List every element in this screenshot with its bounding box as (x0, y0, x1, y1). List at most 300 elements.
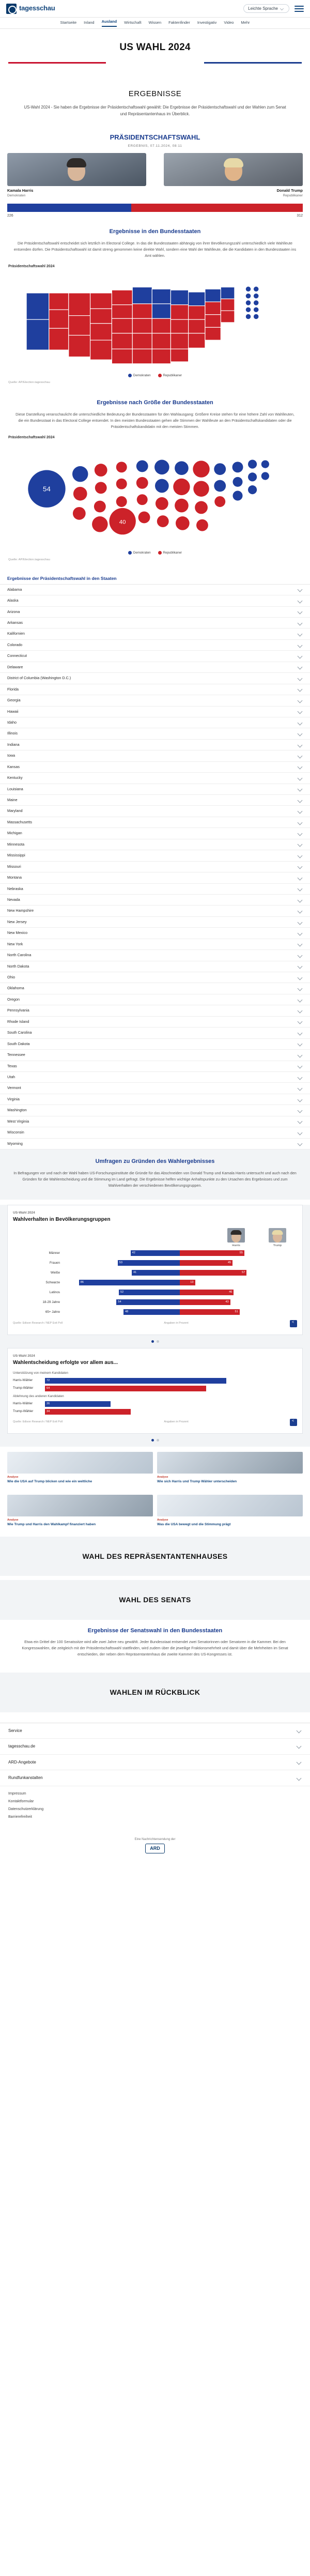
survey-motivation-value: 72 (47, 1379, 50, 1383)
nav-item-video[interactable]: Video (224, 20, 234, 25)
state-accordion-item[interactable] (0, 839, 310, 850)
state-accordion-item[interactable] (0, 740, 310, 750)
electoral-bar-track (7, 204, 303, 212)
candidate-harris (7, 153, 146, 198)
chevron-down-icon (297, 1775, 302, 1781)
survey-group-bars (63, 1298, 297, 1306)
state-accordion-label: North Dakota (7, 963, 29, 969)
teaser-card-2[interactable] (157, 1452, 303, 1484)
survey-card-vote-motivation (7, 1348, 303, 1434)
state-accordion-label: New York (7, 941, 23, 946)
survey-card2-group2-label: Ablehnung des anderen Kandidaten (13, 1394, 64, 1398)
chevron-down-icon (298, 654, 303, 659)
electoral-bar-rep (131, 204, 303, 212)
state-accordion-label: Colorado (7, 642, 23, 647)
teaser-1-tag: Analyse (7, 1475, 19, 1479)
survey-bar-half-right (180, 1250, 297, 1256)
review-section-title: WAHLEN IM RÜCKBLICK (110, 1688, 200, 1697)
survey-motivation-track (45, 1386, 297, 1391)
tagesschau-logo-icon (6, 4, 17, 14)
state-accordion-label: Pennsylvania (7, 1008, 29, 1013)
survey-bar-rep-value: 57 (242, 1271, 245, 1275)
survey-group-row (13, 1298, 297, 1306)
survey-group-label: 65+ Jahre (45, 1310, 60, 1314)
survey-motivation-label: Harris-Wähler (13, 1401, 33, 1405)
spacer-3 (0, 1668, 310, 1673)
state-accordion-item[interactable] (0, 1050, 310, 1061)
teaser-3-tag: Analyse (7, 1518, 19, 1522)
state-accordion-label: Delaware (7, 664, 23, 669)
footer-accordion-tagesschau-label: tagesschau.de (8, 1744, 36, 1749)
state-accordion-item[interactable] (0, 1116, 310, 1127)
electoral-votes-trump: 312 (297, 213, 303, 218)
map-section (0, 221, 310, 392)
survey-bar-dem-value: 86 (80, 1281, 84, 1284)
state-accordion-item[interactable] (0, 762, 310, 773)
teaser-card-4[interactable] (157, 1495, 303, 1527)
survey-group-label: 18-29 Jahre (42, 1300, 60, 1304)
state-accordion-item[interactable] (0, 862, 310, 872)
survey-bar-half-right (180, 1309, 297, 1315)
bubble-legend-rep (158, 551, 182, 556)
state-accordion-item[interactable] (0, 1039, 310, 1050)
ard-logo: ARD (145, 1844, 165, 1853)
chevron-down-icon (298, 853, 303, 858)
chevron-down-icon (298, 975, 303, 980)
chevron-down-icon (298, 1030, 303, 1035)
state-accordion-item[interactable] (0, 961, 310, 972)
chevron-down-icon (298, 1130, 303, 1135)
survey-motivation-bar (45, 1401, 111, 1407)
carousel-dot-2[interactable] (157, 1340, 159, 1343)
chevron-down-icon (298, 1086, 303, 1091)
senate-section (0, 1580, 310, 1619)
chevron-down-icon (298, 687, 303, 692)
survey-bar-half-left (63, 1309, 180, 1315)
state-accordion-item[interactable] (0, 651, 310, 662)
survey-bar-half-left (63, 1260, 180, 1266)
candidate-harris-name: Kamala Harris (7, 188, 34, 193)
chevron-down-icon (298, 820, 303, 825)
footer-link-barrierefreiheit[interactable]: Barrierefreiheit (8, 1815, 32, 1819)
state-accordion-item[interactable] (0, 939, 310, 950)
legend-dot-rep (158, 551, 162, 555)
survey-card1-kicker: US-Wahl 2024 (13, 1210, 35, 1215)
nav-item-inland[interactable]: Inland (84, 20, 95, 25)
chevron-down-icon (298, 1141, 303, 1146)
survey-motivation-label: Harris-Wähler (13, 1378, 33, 1382)
state-accordion-label: Oregon (7, 996, 20, 1002)
survey-card1-title: Wahlverhalten in Bevölkerungsgruppen (13, 1217, 111, 1223)
state-accordion-item[interactable] (0, 817, 310, 828)
nav-item-startseite[interactable]: Startseite (60, 20, 77, 25)
state-accordion-label: Virginia (7, 1096, 20, 1101)
chevron-down-icon (280, 7, 284, 10)
carousel2-dot-2[interactable] (157, 1439, 159, 1442)
survey-group-label: Schwarze (45, 1280, 60, 1284)
survey-motivation-row (13, 1401, 297, 1407)
footer-link-impressum[interactable]: Impressum (8, 1791, 26, 1796)
legend-label-dem: Demokraten (133, 373, 151, 377)
footer-accordion-ard-angebote[interactable] (0, 1755, 310, 1771)
state-accordion-label: Nebraska (7, 886, 23, 891)
us-bubble-map[interactable] (8, 444, 302, 548)
bubble-legend-label-dem: Demokraten (133, 551, 151, 555)
senate-results-text: Etwa ein Drittel der 100 Senatssitze wird alle zwei Jahre neu gewählt. Jeder Bundesstaat entsendet zwei Senatorinnen oder Senatoren in die Kammer. Bei den Kongresswahlen, die zeitgleich mit der Präsidentschaftswahl stattfinden, wird zudem über die jeweilige Fraktionsmehrheit und damit über die Mehrheiten im Senat entschieden, der neben dem Repräsentantenhaus die zweite Kammer des US-Kongresses ist. (22, 1639, 288, 1657)
state-accordion-item[interactable] (0, 1061, 310, 1072)
chevron-down-icon (298, 787, 303, 792)
state-accordion-item[interactable] (0, 585, 310, 595)
state-accordion-item[interactable] (0, 1005, 310, 1016)
state-accordion-item[interactable] (0, 795, 310, 806)
electoral-bar-dem (7, 204, 131, 212)
state-accordion-label: Indiana (7, 742, 20, 747)
survey-motivation-track (45, 1401, 297, 1407)
teaser-2-tag: Analyse (157, 1475, 168, 1479)
easy-language-button[interactable] (243, 4, 289, 13)
state-accordion-label: Minnesota (7, 841, 25, 847)
survey-bar-dem-value: 41 (133, 1271, 137, 1275)
surveys-section (0, 1149, 310, 1200)
state-accordion-item[interactable] (0, 983, 310, 994)
state-accordion-label: Alabama (7, 587, 22, 592)
chevron-down-icon (298, 1008, 303, 1014)
state-accordion-item[interactable] (0, 662, 310, 673)
teaser-card-3[interactable] (7, 1495, 153, 1527)
state-accordion-item[interactable] (0, 640, 310, 651)
chevron-down-icon (298, 742, 303, 747)
state-accordion-label: Washington (7, 1108, 27, 1113)
state-accordion-label: Mississippi (7, 853, 25, 858)
state-accordion-item[interactable] (0, 717, 310, 728)
chevron-down-icon (298, 609, 303, 615)
surveys-title: Umfragen zu Gründen des Wahlergebnisses (95, 1158, 215, 1164)
state-accordion-item[interactable] (0, 806, 310, 817)
share-button[interactable] (290, 1320, 297, 1327)
state-accordion-label: Oklahoma (7, 986, 24, 991)
us-election-map[interactable] (8, 272, 302, 371)
state-accordion-item[interactable] (0, 1083, 310, 1094)
state-accordion-label: Rhode Island (7, 1019, 29, 1024)
presidency-title: PRÄSIDENTSCHAFTSWAHL (110, 133, 200, 142)
survey-card1-unit: Angaben in Prozent (164, 1322, 189, 1325)
survey-mini-trump (267, 1228, 288, 1248)
footer-accordion-ard-label: ARD-Angebote (8, 1759, 36, 1765)
chevron-down-icon (298, 1052, 303, 1057)
teaser-2-headline[interactable]: Wie sich Harris und Trump Wähler unterscheiden (157, 1480, 237, 1484)
state-accordion-item[interactable] (0, 1105, 310, 1116)
flag-stripe-blue (204, 62, 302, 64)
survey-bar-dem (123, 1309, 180, 1315)
survey-motivation-bar (45, 1409, 131, 1415)
survey-bar-rep (180, 1270, 246, 1276)
survey-bar-dem (79, 1280, 180, 1285)
house-section-title: WAHL DES REPRÄSENTANTENHAUSES (82, 1552, 228, 1560)
bubble-legend (8, 551, 302, 556)
survey-card1-candidates (13, 1228, 297, 1248)
survey-group-bars (63, 1288, 297, 1296)
chevron-down-icon (298, 775, 303, 780)
nav-item-mehr[interactable]: Mehr (241, 20, 250, 25)
survey-card2-kicker: US-Wahl 2024 (13, 1354, 35, 1358)
teaser-1-thumbnail (7, 1452, 153, 1474)
state-accordion-item[interactable] (0, 1072, 310, 1083)
survey-card2-group1-label: Unterstützung von meinem Kandidaten (13, 1371, 68, 1375)
footer-links (0, 1786, 310, 1831)
state-accordion-item[interactable] (0, 1094, 310, 1105)
bubble-legend-dem (128, 551, 151, 556)
state-accordion-item[interactable] (0, 828, 310, 839)
state-accordion-item[interactable] (0, 595, 310, 606)
chevron-down-icon (298, 754, 303, 759)
survey-motivation-track (45, 1409, 297, 1415)
state-accordion-item[interactable] (0, 872, 310, 883)
burger-line-2 (295, 8, 304, 9)
state-accordion-item[interactable] (0, 618, 310, 628)
carousel2-dot-1[interactable] (151, 1439, 154, 1442)
chevron-down-icon (298, 1097, 303, 1102)
survey-bar-half-right (180, 1299, 297, 1305)
state-accordion-label: Nevada (7, 897, 20, 902)
state-accordion-item[interactable] (0, 773, 310, 784)
state-accordion-label: New Jersey (7, 919, 27, 924)
survey-group-label: Männer (49, 1251, 60, 1255)
portrait-hair-shape (231, 1230, 242, 1235)
survey-group-bars (63, 1259, 297, 1267)
footer-accordion-service[interactable] (0, 1723, 310, 1739)
survey-group-row (13, 1308, 297, 1316)
state-accordion-label: Maine (7, 798, 18, 802)
state-accordion-label: Florida (7, 686, 19, 692)
survey-bar-dem (131, 1250, 180, 1256)
bubble-subtitle: Präsidentschaftswahl 2024 (8, 435, 55, 439)
states-accordion-list (0, 584, 310, 1149)
nav-item-ausland[interactable]: Ausland (102, 19, 117, 27)
state-accordion-label: Alaska (7, 598, 19, 603)
survey-motivation-value: 64 (47, 1387, 50, 1390)
state-accordion-item[interactable] (0, 1127, 310, 1138)
portrait-hair-shape (272, 1230, 283, 1235)
teaser-4-headline[interactable]: Was die USA bewegt und die Stimmung prägt (157, 1523, 231, 1527)
footer-brand (0, 1831, 310, 1865)
survey-motivation-value: 34 (47, 1410, 50, 1414)
survey-bar-dem (116, 1299, 180, 1305)
state-accordion-label: West Virginia (7, 1118, 29, 1124)
senate-results-section (0, 1620, 310, 1669)
state-accordion-item[interactable] (0, 1028, 310, 1038)
survey-bar-dem (119, 1290, 180, 1295)
survey-group-row (13, 1288, 297, 1296)
chevron-down-icon (298, 764, 303, 770)
nav-item-faktenfinder[interactable]: Faktenfinder (168, 20, 190, 25)
chevron-down-icon (298, 986, 303, 991)
survey-bar-half-left (63, 1280, 180, 1285)
survey-bar-half-left (63, 1250, 180, 1256)
state-accordion-label: Kalifornien (7, 631, 25, 636)
state-accordion-item[interactable] (0, 895, 310, 906)
state-accordion-item[interactable] (0, 707, 310, 717)
footer-accordion-rundfunkanstalten[interactable] (0, 1770, 310, 1786)
legend-label-rep: Republikaner (163, 373, 182, 377)
legend-republicans (158, 374, 182, 378)
nav-item-wirtschaft[interactable]: Wirtschaft (124, 20, 142, 25)
state-accordion-item[interactable] (0, 607, 310, 618)
chevron-down-icon (298, 598, 303, 603)
survey-group-row (13, 1268, 297, 1277)
chevron-down-icon (298, 720, 303, 725)
chevron-down-icon (298, 919, 303, 925)
states-accordion-section (0, 569, 310, 1149)
survey-bar-half-right (180, 1270, 297, 1276)
survey-cards-wrapper (0, 1205, 310, 1447)
bubble-section-text: Diese Darstellung veranschaulicht die unterschiedliche Bedeutung der Bundesstaaten für den Wahlausgang: Größere Kreise stehen für eine höhere Zahl von Wahlleuten, die ein Bundesstaat in das Electoral College entsendet. In den meisten Bundesstaaten gehen alle Stimmen der Wahlleute an den Präsidentschaftskandidaten oder die Präsidentschaftskandidatin mit den meisten Stimmen. (16, 412, 295, 429)
teaser-1-headline[interactable]: Wie die USA auf Trump blicken und wie ein weltliche (7, 1480, 92, 1484)
candidate-row (7, 153, 303, 198)
top-bar (0, 0, 310, 18)
candidate-trump (164, 153, 303, 198)
chevron-down-icon (298, 731, 303, 737)
state-accordion-item[interactable] (0, 695, 310, 706)
state-accordion-label: South Dakota (7, 1041, 30, 1046)
survey-bar-half-right (180, 1280, 297, 1285)
nav-item-investigativ[interactable]: Investigativ (197, 20, 217, 25)
footer-accordion-tagesschau[interactable] (0, 1739, 310, 1755)
state-accordion-label: Ohio (7, 975, 16, 979)
survey-bar-half-right (180, 1260, 297, 1266)
survey-card1-footer (13, 1320, 297, 1327)
survey-motivation-value: 26 (47, 1402, 50, 1406)
state-accordion-item[interactable] (0, 917, 310, 928)
bubble-section (0, 392, 310, 569)
teaser-row-1 (0, 1447, 310, 1490)
state-accordion-item[interactable] (0, 928, 310, 939)
state-accordion-item[interactable] (0, 972, 310, 983)
state-accordion-label: Kentucky (7, 775, 23, 780)
survey-motivation-label: Trump-Wähler (13, 1386, 34, 1390)
carousel-dot-1[interactable] (151, 1340, 154, 1343)
legend-dot-rep (158, 374, 162, 377)
survey-bar-dem-value: 48 (125, 1310, 129, 1314)
bubble-map-svg (8, 444, 302, 548)
site-logo-text: tagesschau (19, 4, 55, 12)
bubble-source: Quelle: AP/Election.tagesschau (8, 558, 50, 561)
surveys-text: In Befragungen vor und nach der Wahl haben US-Forschungsinstitute die Gründe für das Abschneiden von Donald Trump und Kamala Harris untersucht und auch nach den Gründen für die Wahlentscheidung und die Stimmung im Land gefragt. Die Ergebnisse helfen wichtige Anhaltspunkte zu den Ursachen des Ergebnisses und zum Wahlverhalten der verschiedenen Bevölkerungsgruppen. (13, 1170, 297, 1188)
footer-brand-caption: Eine Nachrichtensendung der (134, 1837, 176, 1841)
senate-results-title: Ergebnisse der Senatswahl in den Bundesstaaten (87, 1627, 223, 1634)
footer-link-datenschutz[interactable]: Datenschutzerklärung (8, 1807, 44, 1812)
state-accordion-item[interactable] (0, 994, 310, 1005)
survey-mini-harris-name: Harris (232, 1244, 240, 1247)
chevron-down-icon (298, 897, 303, 902)
survey-bar-rep-value: 45 (227, 1261, 231, 1265)
survey-group-label: Latinos (49, 1290, 60, 1294)
survey-mini-harris (226, 1228, 246, 1248)
teaser-card-1[interactable] (7, 1452, 153, 1484)
easy-language-label: Leichte Sprache (248, 6, 278, 11)
legend-democrats (128, 374, 151, 378)
footer-accordion (0, 1723, 310, 1786)
hamburger-menu-icon[interactable] (295, 6, 304, 12)
footer-link-kontaktformular[interactable]: Kontaktformular (8, 1800, 34, 1804)
survey-motivation-row (13, 1409, 297, 1415)
survey-bar-rep-value: 51 (235, 1310, 238, 1314)
chevron-down-icon (298, 587, 303, 592)
legend-dot-dem (128, 551, 132, 555)
chevron-down-icon (298, 1108, 303, 1113)
state-accordion-label: Massachusetts (7, 819, 32, 824)
state-accordion-item[interactable] (0, 728, 310, 739)
chevron-down-icon (298, 942, 303, 947)
candidate-harris-party: Demokraten (7, 194, 26, 198)
svg-text:54: 54 (43, 485, 51, 493)
state-accordion-label: Georgia (7, 698, 21, 703)
chevron-down-icon (298, 997, 303, 1002)
spacer-2 (0, 1576, 310, 1580)
candidate-trump-party: Republikaner (283, 194, 303, 198)
state-accordion-label: Iowa (7, 753, 16, 758)
state-accordion-label: Arizona (7, 609, 20, 614)
teaser-3-headline[interactable]: Wie Trump und Harris den Wahlkampf finanziert haben (7, 1523, 96, 1527)
chevron-down-icon (297, 1728, 302, 1733)
state-accordion-label: South Carolina (7, 1030, 32, 1035)
survey-bar-rep-value: 46 (229, 1291, 233, 1294)
state-accordion-item[interactable] (0, 750, 310, 761)
chevron-down-icon (298, 886, 303, 892)
state-accordion-item[interactable] (0, 684, 310, 695)
state-accordion-item[interactable] (0, 850, 310, 861)
survey-card2-title: Wahlentscheidung erfolgte vor allem aus... (13, 1360, 118, 1366)
candidate-trump-photo (164, 153, 303, 186)
survey-mini-trump-photo (269, 1228, 286, 1243)
chevron-down-icon (298, 1041, 303, 1047)
house-section (0, 1537, 310, 1576)
bubble-section-title: Ergebnisse nach Größe der Bundesstaaten (97, 400, 213, 406)
state-accordion-label: Louisiana (7, 786, 23, 791)
state-accordion-item[interactable] (0, 784, 310, 795)
chevron-down-icon (298, 632, 303, 637)
share-button[interactable] (290, 1419, 297, 1426)
chevron-down-icon (298, 642, 303, 648)
state-accordion-item[interactable] (0, 906, 310, 916)
state-accordion-label: Michigan (7, 831, 22, 836)
state-accordion-item[interactable] (0, 673, 310, 684)
survey-bar-rep (180, 1250, 244, 1256)
spacer (0, 1532, 310, 1537)
site-logo[interactable] (6, 4, 55, 14)
state-accordion-item[interactable] (0, 1139, 310, 1149)
page-title: US WAHL 2024 (119, 42, 191, 53)
state-accordion-item[interactable] (0, 950, 310, 961)
survey-card2-source: Quelle: Edison Research / NEP Exit Poll (13, 1420, 63, 1424)
survey-bar-rep-value: 13 (190, 1281, 194, 1284)
state-accordion-label: Wisconsin (7, 1130, 24, 1135)
state-accordion-item[interactable] (0, 628, 310, 639)
nav-item-wissen[interactable]: Wissen (148, 20, 162, 25)
survey-group-bars (63, 1249, 297, 1257)
state-accordion-item[interactable] (0, 1017, 310, 1028)
flag-stripe-white (106, 62, 204, 64)
state-accordion-item[interactable] (0, 884, 310, 895)
survey-card1-source: Quelle: Edison Research / NEP Exit Poll (13, 1322, 63, 1325)
state-accordion-label: Missouri (7, 864, 21, 869)
results-lede: US-Wahl 2024 - Sie haben die Ergebnisse der Präsidentschaftswahl gewählt: Die Ergebnisse der Präsidentschaftswahl und der Wahlen zum Senat und Repräsentantenhaus im Überblick. (24, 105, 286, 116)
chevron-down-icon (298, 953, 303, 958)
chevron-down-icon (298, 831, 303, 836)
map-subtitle: Präsidentschaftswahl 2024 (8, 264, 55, 268)
teaser-2-thumbnail (157, 1452, 303, 1474)
survey-group-label: Weiße (50, 1270, 60, 1275)
survey-bar-half-left (63, 1270, 180, 1276)
